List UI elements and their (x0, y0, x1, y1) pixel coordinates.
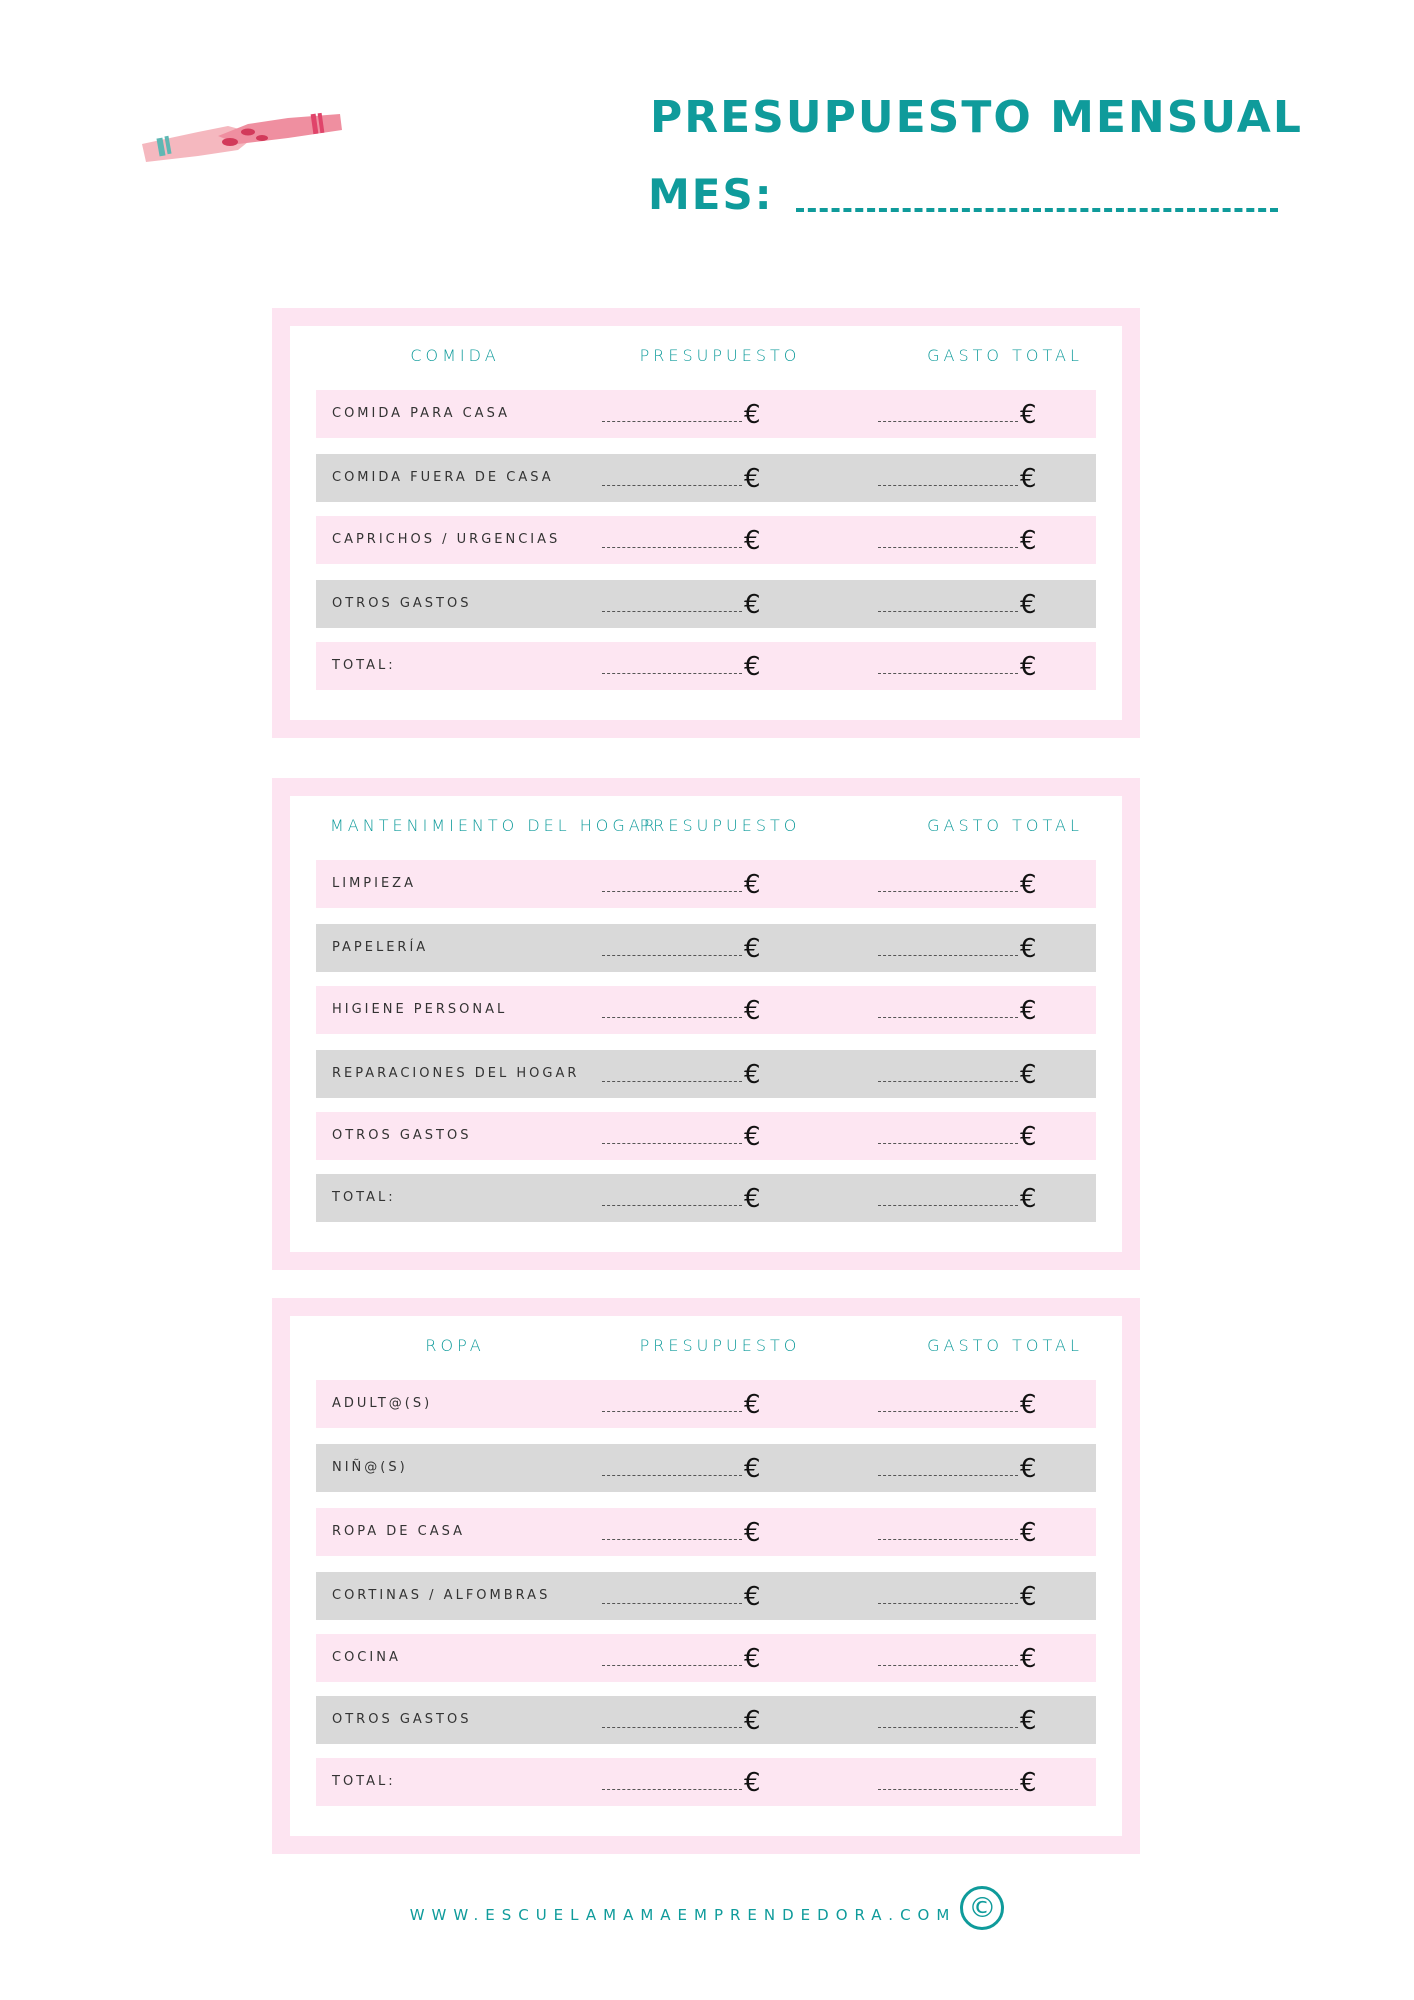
row-label: NIÑ@(S) (332, 1460, 408, 1475)
spent-amount-field[interactable] (878, 994, 1037, 1024)
blank-line[interactable] (878, 891, 1018, 892)
euro-symbol: € (1020, 870, 1037, 900)
euro-symbol: € (744, 1122, 761, 1152)
spent-amount-field[interactable] (878, 650, 1037, 680)
spent-column-header: GASTO TOTAL (927, 816, 1083, 835)
budget-amount-field[interactable] (602, 932, 761, 962)
row-label: TOTAL: (332, 658, 396, 673)
row-label: ROPA DE CASA (332, 1524, 466, 1539)
euro-symbol: € (1020, 1454, 1037, 1484)
row-label: TOTAL: (332, 1190, 396, 1205)
spent-amount-field[interactable] (878, 1058, 1037, 1088)
spent-amount-field[interactable] (878, 588, 1037, 618)
month-field[interactable] (648, 164, 1278, 220)
section-header (290, 1316, 1122, 1380)
row-label: REPARACIONES DEL HOGAR (332, 1066, 580, 1081)
blank-line[interactable] (602, 955, 742, 956)
spent-amount-field[interactable] (878, 932, 1037, 962)
euro-symbol: € (744, 996, 761, 1026)
row-label: PAPELERÍA (332, 940, 429, 955)
euro-symbol: € (744, 1518, 761, 1548)
month-label: MES: (648, 170, 774, 219)
blank-line[interactable] (878, 1205, 1018, 1206)
euro-symbol: € (744, 1184, 761, 1214)
budget-amount-field[interactable] (602, 462, 761, 492)
euro-symbol: € (1020, 526, 1037, 556)
budget-column-header: PRESUPUESTO (639, 346, 801, 365)
budget-column-header: PRESUPUESTO (639, 1336, 801, 1355)
blank-line[interactable] (878, 1727, 1018, 1728)
blank-line[interactable] (602, 547, 742, 548)
budget-row (316, 1634, 1096, 1682)
blank-line[interactable] (602, 1143, 742, 1144)
row-label: CORTINAS / ALFOMBRAS (332, 1588, 551, 1603)
euro-symbol: € (744, 934, 761, 964)
row-label: COMIDA PARA CASA (332, 406, 510, 421)
blank-line[interactable] (602, 611, 742, 612)
budget-amount-field[interactable] (602, 1516, 761, 1546)
budget-row (316, 986, 1096, 1034)
euro-symbol: € (744, 1768, 761, 1798)
row-label: COCINA (332, 1650, 401, 1665)
section-header (290, 796, 1122, 860)
budget-row (316, 1380, 1096, 1428)
blank-line[interactable] (878, 1143, 1018, 1144)
spent-amount-field[interactable] (878, 1182, 1037, 1212)
spent-amount-field[interactable] (878, 524, 1037, 554)
euro-symbol: € (744, 1060, 761, 1090)
euro-symbol: € (744, 1644, 761, 1674)
blank-line[interactable] (878, 485, 1018, 486)
budget-row (316, 1174, 1096, 1222)
budget-row (316, 1758, 1096, 1806)
row-label: OTROS GASTOS (332, 1128, 472, 1143)
hands-icon (138, 104, 344, 164)
budget-amount-field[interactable] (602, 398, 761, 428)
budget-row (316, 390, 1096, 438)
blank-line[interactable] (878, 421, 1018, 422)
spent-amount-field[interactable] (878, 1580, 1037, 1610)
blank-line[interactable] (878, 1017, 1018, 1018)
row-label: OTROS GASTOS (332, 1712, 472, 1727)
euro-symbol: € (1020, 1184, 1037, 1214)
euro-symbol: € (744, 526, 761, 556)
euro-symbol: € (744, 652, 761, 682)
budget-row (316, 516, 1096, 564)
euro-symbol: € (744, 870, 761, 900)
blank-line[interactable] (602, 1539, 742, 1540)
euro-symbol: € (744, 1390, 761, 1420)
euro-symbol: € (1020, 1122, 1037, 1152)
budget-amount-field[interactable] (602, 588, 761, 618)
category-header: ROPA (425, 1336, 485, 1355)
blank-line[interactable] (602, 421, 742, 422)
blank-line[interactable] (878, 547, 1018, 548)
euro-symbol: € (1020, 464, 1037, 494)
spent-column-header: GASTO TOTAL (927, 346, 1083, 365)
budget-amount-field[interactable] (602, 994, 761, 1024)
euro-symbol: € (744, 1582, 761, 1612)
spent-column-header: GASTO TOTAL (927, 1336, 1083, 1355)
blank-line[interactable] (602, 485, 742, 486)
euro-symbol: € (1020, 590, 1037, 620)
blank-line[interactable] (878, 1539, 1018, 1540)
euro-symbol: € (744, 1706, 761, 1736)
row-label: COMIDA FUERA DE CASA (332, 470, 554, 485)
budget-amount-field[interactable] (602, 650, 761, 680)
budget-row (316, 1696, 1096, 1744)
budget-amount-field[interactable] (602, 524, 761, 554)
copyright-icon: © (960, 1886, 1004, 1930)
spent-amount-field[interactable] (878, 1120, 1037, 1150)
euro-symbol: € (1020, 1060, 1037, 1090)
euro-symbol: € (744, 464, 761, 494)
budget-section (272, 1298, 1140, 1854)
row-label: TOTAL: (332, 1774, 396, 1789)
euro-symbol: € (1020, 934, 1037, 964)
euro-symbol: € (1020, 400, 1037, 430)
category-header: MANTENIMIENTO DEL HOGAR (330, 816, 659, 835)
budget-amount-field[interactable] (602, 1182, 761, 1212)
euro-symbol: € (744, 1454, 761, 1484)
budget-amount-field[interactable] (602, 1058, 761, 1088)
euro-symbol: € (744, 590, 761, 620)
euro-symbol: € (1020, 1518, 1037, 1548)
euro-symbol: € (1020, 652, 1037, 682)
euro-symbol: € (1020, 1706, 1037, 1736)
euro-symbol: € (744, 400, 761, 430)
row-label: OTROS GASTOS (332, 596, 472, 611)
blank-line[interactable] (602, 1411, 742, 1412)
blank-line[interactable] (602, 1205, 742, 1206)
spent-amount-field[interactable] (878, 868, 1037, 898)
budget-amount-field[interactable] (602, 1580, 761, 1610)
budget-amount-field[interactable] (602, 868, 761, 898)
blank-line[interactable] (878, 1603, 1018, 1604)
section-header (290, 326, 1122, 390)
blank-line[interactable] (878, 673, 1018, 674)
spent-amount-field[interactable] (878, 462, 1037, 492)
blank-line[interactable] (878, 1411, 1018, 1412)
blank-line[interactable] (878, 1665, 1018, 1666)
budget-row (316, 580, 1096, 628)
budget-row (316, 642, 1096, 690)
euro-symbol: € (1020, 1644, 1037, 1674)
budget-row (316, 454, 1096, 502)
blank-line[interactable] (878, 955, 1018, 956)
month-blank-line[interactable] (796, 208, 1278, 212)
budget-amount-field[interactable] (602, 1642, 761, 1672)
budget-row (316, 1112, 1096, 1160)
blank-line[interactable] (602, 1727, 742, 1728)
blank-line[interactable] (602, 1017, 742, 1018)
blank-line[interactable] (602, 1603, 742, 1604)
budget-amount-field[interactable] (602, 1120, 761, 1150)
blank-line[interactable] (602, 1789, 742, 1790)
budget-section (272, 308, 1140, 738)
blank-line[interactable] (878, 1081, 1018, 1082)
budget-amount-field[interactable] (602, 1452, 761, 1482)
euro-symbol: € (1020, 1768, 1037, 1798)
spent-amount-field[interactable] (878, 1516, 1037, 1546)
blank-line[interactable] (602, 1081, 742, 1082)
blank-line[interactable] (602, 891, 742, 892)
blank-line[interactable] (878, 1789, 1018, 1790)
spent-amount-field[interactable] (878, 1766, 1037, 1796)
euro-symbol: € (1020, 996, 1037, 1026)
blank-line[interactable] (602, 1475, 742, 1476)
row-label: LIMPIEZA (332, 876, 416, 891)
budget-section (272, 778, 1140, 1270)
page-title: PRESUPUESTO MENSUAL (650, 92, 1303, 143)
euro-symbol: € (1020, 1582, 1037, 1612)
budget-row (316, 1508, 1096, 1556)
budget-amount-field[interactable] (602, 1704, 761, 1734)
blank-line[interactable] (602, 673, 742, 674)
spent-amount-field[interactable] (878, 1704, 1037, 1734)
footer (0, 1891, 1414, 1930)
budget-column-header: PRESUPUESTO (639, 816, 801, 835)
budget-row (316, 1050, 1096, 1098)
euro-symbol: € (1020, 1390, 1037, 1420)
row-label: HIGIENE PERSONAL (332, 1002, 508, 1017)
row-label: ADULT@(S) (332, 1396, 433, 1411)
blank-line[interactable] (878, 611, 1018, 612)
budget-amount-field[interactable] (602, 1766, 761, 1796)
spent-amount-field[interactable] (878, 1452, 1037, 1482)
blank-line[interactable] (878, 1475, 1018, 1476)
blank-line[interactable] (602, 1665, 742, 1666)
spent-amount-field[interactable] (878, 398, 1037, 428)
budget-amount-field[interactable] (602, 1388, 761, 1418)
website-url[interactable]: WWW.ESCUELAMAMAEMPRENDEDORA.COM (409, 1906, 957, 1924)
row-label: CAPRICHOS / URGENCIAS (332, 532, 561, 547)
budget-row (316, 860, 1096, 908)
category-header: COMIDA (410, 346, 500, 365)
budget-row (316, 924, 1096, 972)
spent-amount-field[interactable] (878, 1388, 1037, 1418)
budget-row (316, 1572, 1096, 1620)
spent-amount-field[interactable] (878, 1642, 1037, 1672)
budget-row (316, 1444, 1096, 1492)
